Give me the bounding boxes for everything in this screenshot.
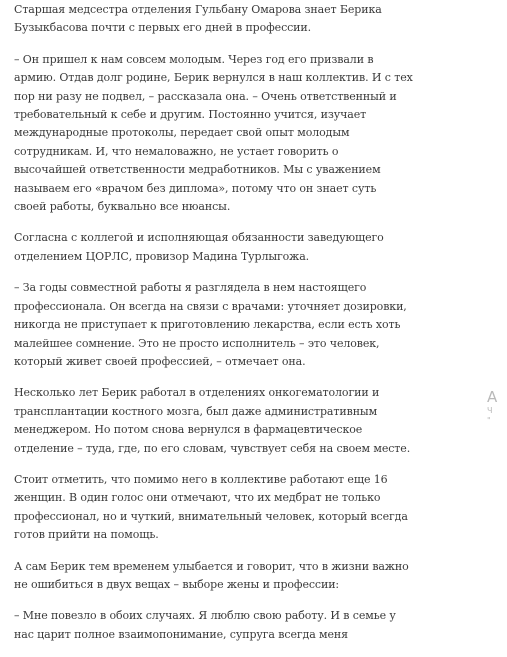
text-line: не ошибиться в двух вещах – выборе жены и профессии: [14, 577, 340, 591]
text-line: А сам Берик тем временем улыбается и говорит, что в жизни важно [14, 559, 409, 573]
text-line: – Мне повезло в обоих случаях. Я люблю свою работу. И в семье у [14, 609, 396, 623]
text-line: никогда не приступает к приготовлению лекарства, если есть хоть [14, 318, 401, 332]
text-line: Старшая медсестра отделения Гульбану Омарова знает Берика [14, 3, 382, 16]
paragraph-8 [14, 607, 484, 644]
article-body [14, 1, 484, 657]
side-fragment-letter: А [487, 388, 498, 406]
text-line: Стоит отметить, что помимо него в коллективе работают еще 16 [14, 472, 388, 486]
text-line: армию. Отдав долг родине, Берик вернулся в наш коллектив. И с тех [14, 71, 413, 85]
paragraph-4 [14, 279, 484, 371]
text-line: – За годы совместной работы я разглядела в нем настоящего [14, 281, 367, 295]
side-fragment-text: " [487, 416, 491, 425]
text-line: профессионала. Он всегда на связи с врачами: уточняет дозировки, [14, 299, 407, 313]
paragraph-7 [14, 558, 484, 595]
text-line: малейшее сомнение. Это не просто исполнитель – это человек, [14, 336, 380, 350]
text-line: пор ни разу не подвел, – рассказала она. – Очень ответственный и [14, 89, 397, 103]
text-line: – Он пришел к нам совсем молодым. Через год его призвали в [14, 52, 374, 66]
text-line: готов прийти на помощь. [14, 528, 159, 542]
text-line: называем его «врачом без диплома», потому что он знает суть [14, 181, 377, 195]
paragraph-6 [14, 471, 484, 545]
text-line: который живет своей профессией, – отмечает она. [14, 354, 306, 368]
text-line: женщин. В один голос они отмечают, что их медбрат не только [14, 491, 381, 505]
text-line: Согласна с коллегой и исполняющая обязанности заведующего [14, 231, 384, 245]
text-line: трансплантации костного мозга, был даже административным [14, 404, 378, 418]
text-line: менеджером. Но потом снова вернулся в фармацевтическое [14, 423, 363, 437]
text-line: своей работы, буквально все нюансы. [14, 200, 231, 214]
text-line: отделение – туда, где, по его словам, чувствует себя на своем месте. [14, 441, 411, 455]
text-line: отделением ЦОРЛС, провизор Мадина Турлыгожа. [14, 249, 310, 263]
paragraph-1 [14, 1, 484, 38]
text-line: Бузыкбасова почти с первых его дней в профессии. [14, 21, 312, 35]
text-line: высочайшей ответственности медработников. Мы с уважением [14, 163, 381, 177]
paragraph-2 [14, 51, 484, 217]
text-line: сотрудникам. И, что немаловажно, не устает говорить о [14, 144, 339, 158]
text-line: нас царит полное взаимопонимание, супруга всегда меня [14, 627, 348, 641]
side-panel-fragment [487, 389, 507, 426]
text-line: Несколько лет Берик работал в отделениях онкогематологии и [14, 386, 380, 400]
text-line: требовательный к себе и другим. Постоянно учится, изучает [14, 108, 367, 122]
paragraph-3 [14, 229, 484, 266]
side-fragment-text: Ч [487, 406, 493, 415]
text-line: международные протоколы, передает свой опыт молодым [14, 126, 350, 140]
text-line: профессионал, но и чуткий, внимательный человек, который всегда [14, 509, 408, 523]
paragraph-5 [14, 384, 484, 458]
